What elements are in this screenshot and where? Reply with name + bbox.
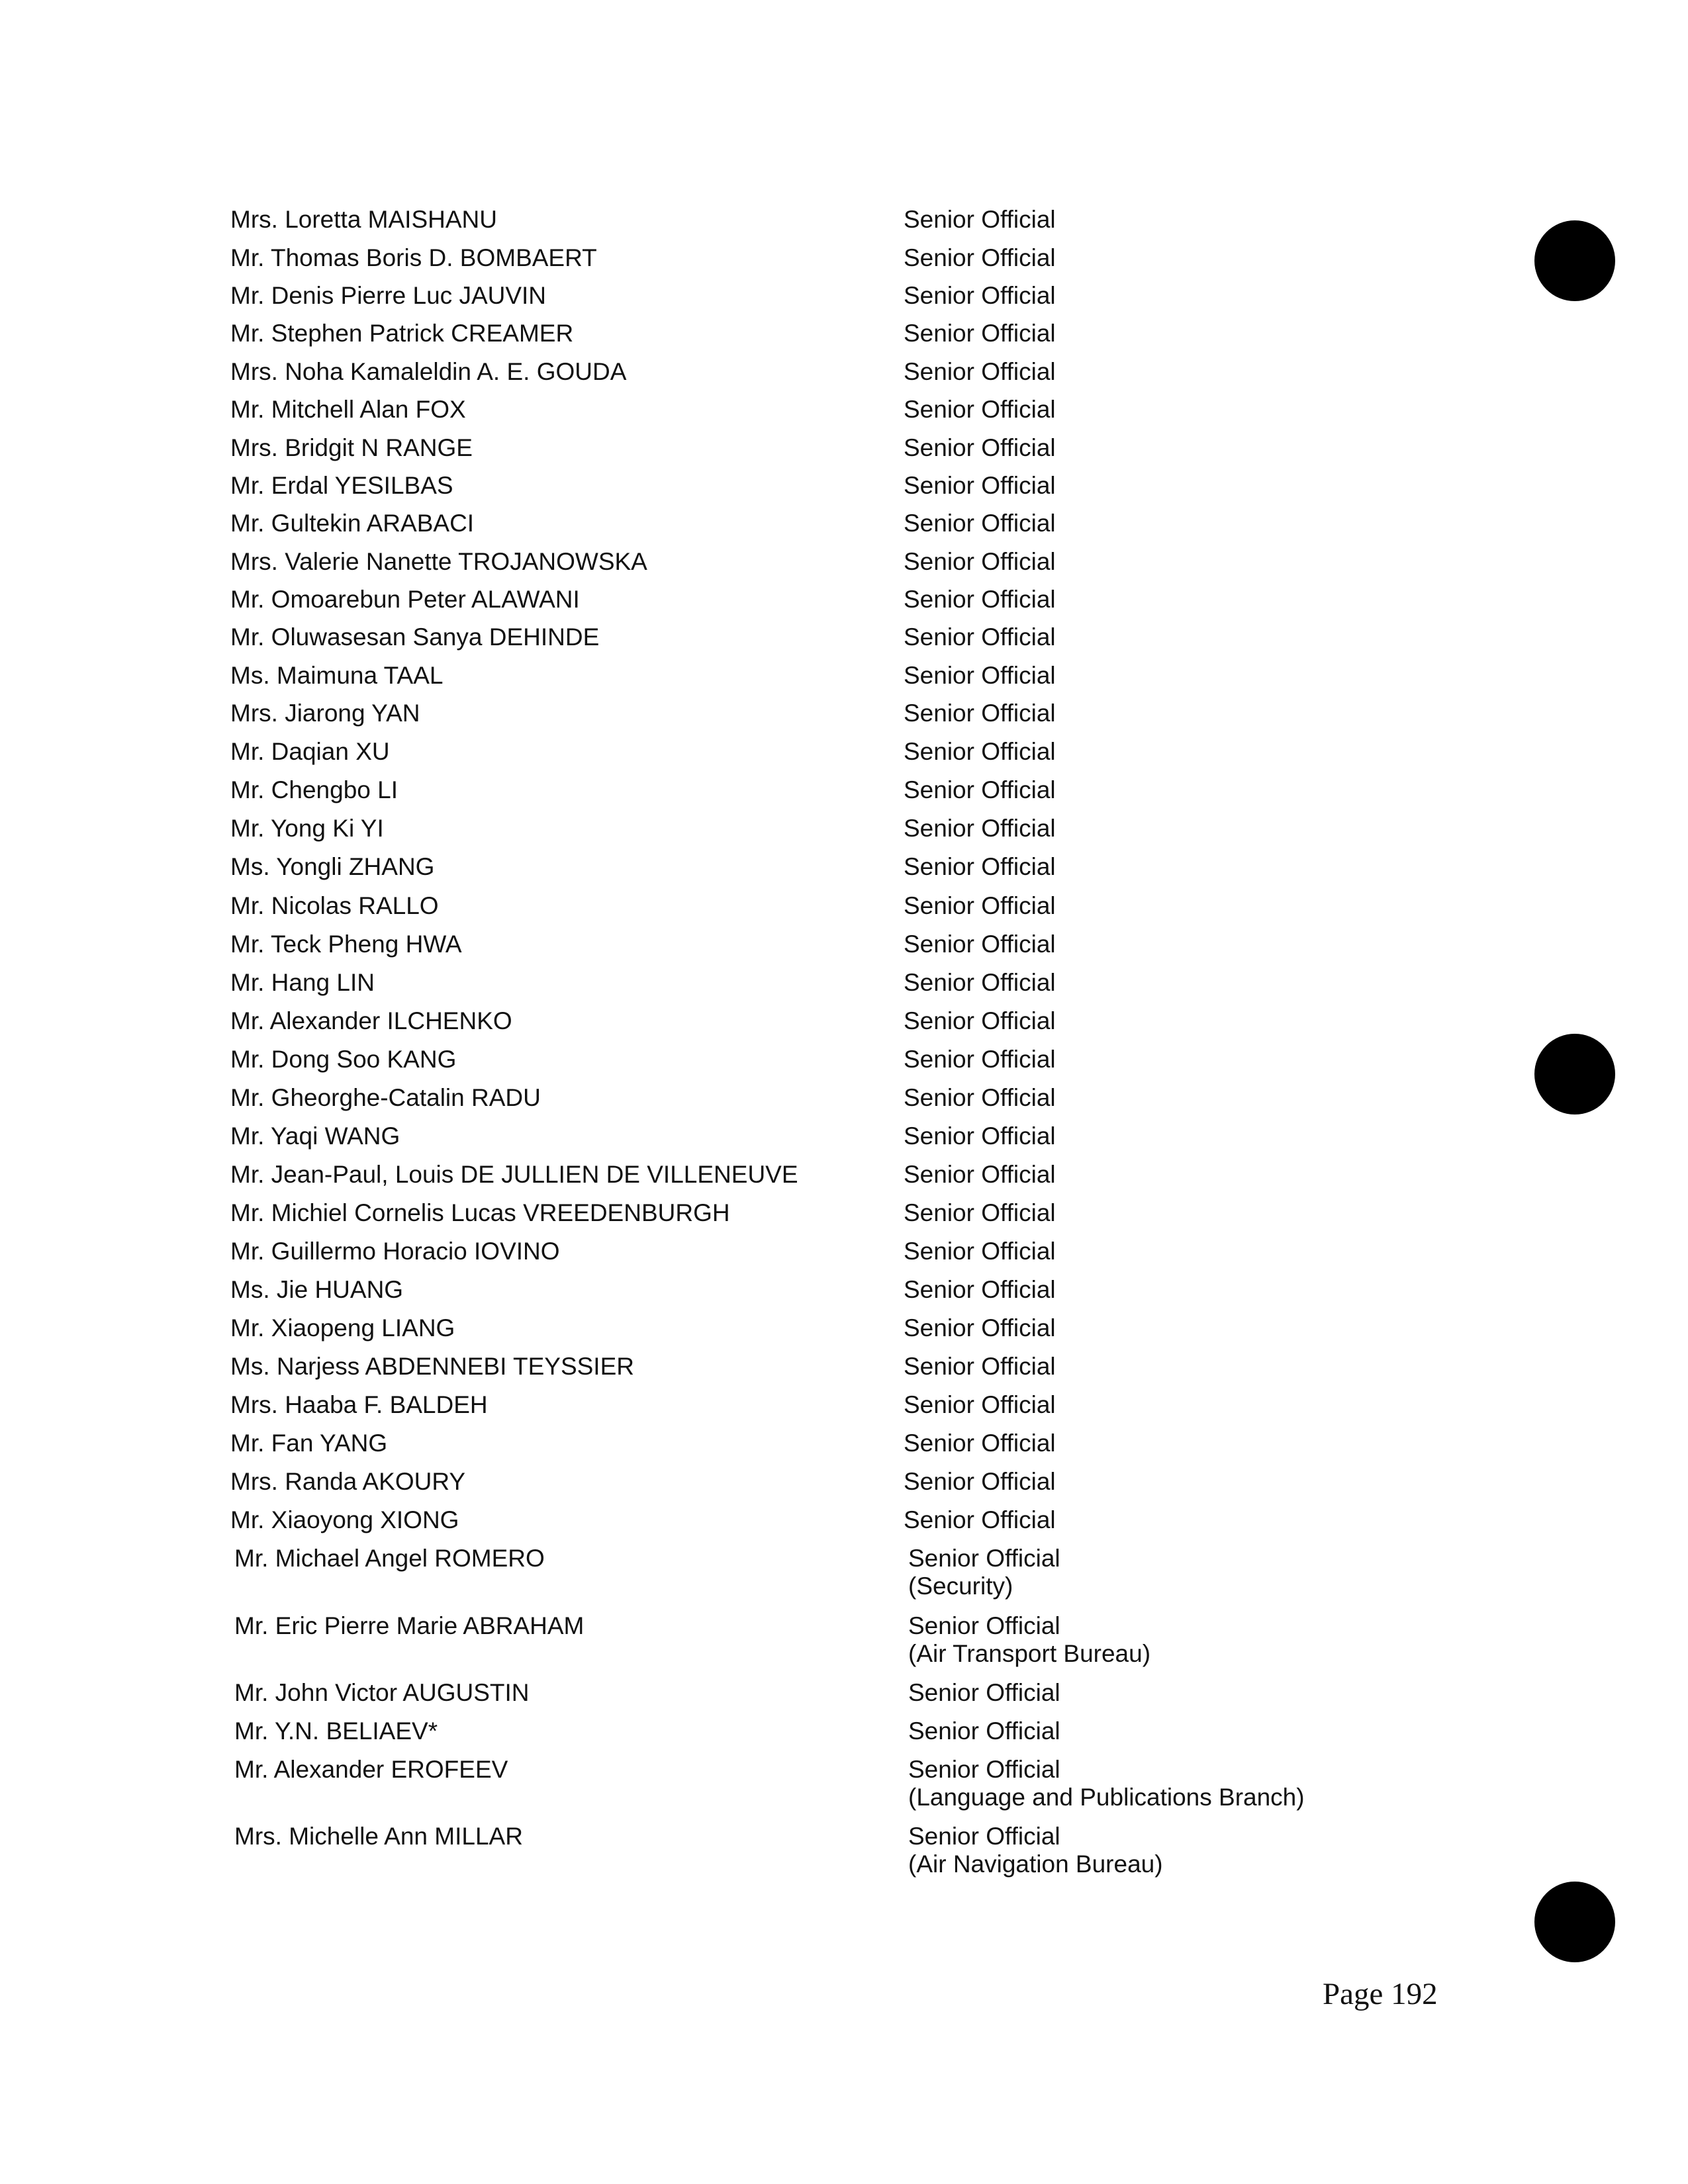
staff-title: Senior Official <box>908 1545 1060 1572</box>
staff-title: Senior Official <box>904 662 1056 689</box>
list-item <box>0 281 1688 321</box>
list-item <box>0 1717 1688 1756</box>
staff-name: Mrs. Loretta MAISHANU <box>230 206 497 233</box>
staff-title: Senior Official <box>904 1314 1056 1342</box>
staff-title: Senior Official <box>904 548 1056 575</box>
staff-name: Ms. Yongli ZHANG <box>230 853 435 880</box>
list-item <box>0 623 1688 662</box>
list-item <box>0 852 1688 892</box>
staff-title: Senior Official <box>908 1612 1060 1639</box>
staff-title: Senior Official <box>904 586 1056 613</box>
list-item <box>0 319 1688 359</box>
staff-name: Mr. Jean-Paul, Louis DE JULLIEN DE VILLENEUVE <box>230 1161 798 1188</box>
staff-name: Mr. Erdal YESILBAS <box>230 472 453 499</box>
staff-name: Mrs. Bridgit N RANGE <box>230 434 473 461</box>
list-item <box>0 930 1688 970</box>
punch-hole-bottom <box>1534 1882 1615 1962</box>
list-item <box>0 585 1688 625</box>
staff-name: Mr. Omoarebun Peter ALAWANI <box>230 586 580 613</box>
list-item <box>0 1237 1688 1277</box>
staff-title: Senior Official <box>904 320 1056 347</box>
list-item <box>0 1506 1688 1545</box>
staff-title: Senior Official <box>904 434 1056 461</box>
list-item <box>0 737 1688 777</box>
staff-title: Senior Official <box>904 931 1056 958</box>
list-item <box>0 1352 1688 1392</box>
staff-title: Senior Official <box>904 1468 1056 1495</box>
staff-title: Senior Official <box>904 472 1056 499</box>
staff-title: Senior Official <box>904 623 1056 651</box>
list-item <box>0 509 1688 549</box>
staff-title: Senior Official <box>904 892 1056 919</box>
staff-title: Senior Official <box>904 1046 1056 1073</box>
list-item <box>0 891 1688 931</box>
staff-name: Ms. Narjess ABDENNEBI TEYSSIER <box>230 1353 634 1380</box>
staff-title: Senior Official <box>908 1756 1060 1783</box>
list-item <box>0 1160 1688 1200</box>
staff-title: Senior Official <box>904 700 1056 727</box>
list-item <box>0 1390 1688 1430</box>
list-item <box>0 968 1688 1008</box>
staff-name: Mr. Alexander EROFEEV <box>234 1756 508 1783</box>
staff-title: Senior Official <box>904 358 1056 385</box>
list-item <box>0 547 1688 587</box>
staff-title: Senior Official <box>904 1007 1056 1034</box>
staff-name: Mrs. Michelle Ann MILLAR <box>234 1823 523 1850</box>
staff-name: Mr. Xiaopeng LIANG <box>230 1314 455 1342</box>
list-item <box>0 1678 1688 1718</box>
list-item <box>0 1544 1688 1600</box>
staff-title: Senior Official <box>904 1276 1056 1303</box>
staff-name: Mr. Hang LIN <box>230 969 375 996</box>
staff-title: Senior Official <box>908 1717 1060 1745</box>
list-item <box>0 433 1688 473</box>
staff-name: Mr. John Victor AUGUSTIN <box>234 1679 530 1706</box>
staff-name: Mrs. Jiarong YAN <box>230 700 420 727</box>
list-item <box>0 1612 1688 1667</box>
list-item <box>0 357 1688 397</box>
list-item <box>0 1007 1688 1046</box>
staff-department: (Language and Publications Branch) <box>908 1784 1305 1811</box>
list-item <box>0 1083 1688 1123</box>
staff-department: (Air Navigation Bureau) <box>908 1850 1163 1878</box>
staff-title: Senior Official <box>904 396 1056 423</box>
staff-name: Mr. Eric Pierre Marie ABRAHAM <box>234 1612 585 1639</box>
staff-name: Ms. Maimuna TAAL <box>230 662 444 689</box>
staff-title: Senior Official <box>904 1199 1056 1226</box>
staff-title: Senior Official <box>904 1391 1056 1418</box>
list-item <box>0 1822 1688 1878</box>
staff-title: Senior Official <box>904 776 1056 803</box>
staff-title: Senior Official <box>904 244 1056 271</box>
staff-name: Mr. Gheorghe-Catalin RADU <box>230 1084 541 1111</box>
staff-title: Senior Official <box>904 1430 1056 1457</box>
staff-name: Mr. Daqian XU <box>230 738 390 765</box>
staff-title: Senior Official <box>904 510 1056 537</box>
staff-name: Mr. Thomas Boris D. BOMBAERT <box>230 244 597 271</box>
list-item <box>0 1467 1688 1507</box>
list-item <box>0 1429 1688 1469</box>
staff-name: Mr. Xiaoyong XIONG <box>230 1506 459 1533</box>
staff-name: Mrs. Noha Kamaleldin A. E. GOUDA <box>230 358 627 385</box>
staff-name: Mr. Alexander ILCHENKO <box>230 1007 512 1034</box>
staff-title: Senior Official <box>904 1238 1056 1265</box>
staff-title: Senior Official <box>904 1122 1056 1150</box>
staff-title: Senior Official <box>904 969 1056 996</box>
staff-name: Mr. Michiel Cornelis Lucas VREEDENBURGH <box>230 1199 730 1226</box>
staff-title: Senior Official <box>904 815 1056 842</box>
staff-name: Mrs. Haaba F. BALDEH <box>230 1391 488 1418</box>
staff-title: Senior Official <box>904 1506 1056 1533</box>
list-item <box>0 1275 1688 1315</box>
list-item <box>0 661 1688 701</box>
staff-name: Mr. Fan YANG <box>230 1430 388 1457</box>
staff-name: Mr. Denis Pierre Luc JAUVIN <box>230 282 547 309</box>
staff-department: (Air Transport Bureau) <box>908 1640 1151 1667</box>
list-item <box>0 1122 1688 1161</box>
staff-name: Mr. Stephen Patrick CREAMER <box>230 320 574 347</box>
staff-title: Senior Official <box>904 282 1056 309</box>
list-item <box>0 1314 1688 1353</box>
staff-name: Mrs. Randa AKOURY <box>230 1468 466 1495</box>
list-item <box>0 244 1688 283</box>
staff-name: Mr. Gultekin ARABACI <box>230 510 475 537</box>
staff-title: Senior Official <box>904 1084 1056 1111</box>
staff-name: Mr. Chengbo LI <box>230 776 398 803</box>
staff-title: Senior Official <box>904 853 1056 880</box>
staff-name: Mr. Dong Soo KANG <box>230 1046 457 1073</box>
staff-name: Mr. Y.N. BELIAEV* <box>234 1717 438 1745</box>
staff-department: (Security) <box>908 1572 1013 1600</box>
staff-title: Senior Official <box>904 1353 1056 1380</box>
list-item <box>0 395 1688 435</box>
staff-title: Senior Official <box>904 738 1056 765</box>
list-item <box>0 699 1688 739</box>
staff-name: Mr. Teck Pheng HWA <box>230 931 462 958</box>
list-item <box>0 1199 1688 1238</box>
list-item <box>0 205 1688 245</box>
staff-title: Senior Official <box>904 1161 1056 1188</box>
staff-name: Ms. Jie HUANG <box>230 1276 404 1303</box>
list-item <box>0 1045 1688 1085</box>
staff-name: Mr. Yaqi WANG <box>230 1122 400 1150</box>
list-item <box>0 776 1688 815</box>
list-item <box>0 471 1688 511</box>
staff-name: Mr. Yong Ki YI <box>230 815 384 842</box>
staff-name: Mr. Guillermo Horacio IOVINO <box>230 1238 560 1265</box>
staff-title: Senior Official <box>908 1823 1060 1850</box>
staff-title: Senior Official <box>908 1679 1060 1706</box>
staff-title: Senior Official <box>904 206 1056 233</box>
staff-name: Mr. Mitchell Alan FOX <box>230 396 466 423</box>
staff-name: Mr. Oluwasesan Sanya DEHINDE <box>230 623 600 651</box>
staff-name: Mr. Michael Angel ROMERO <box>234 1545 545 1572</box>
list-item <box>0 1755 1688 1811</box>
staff-name: Mr. Nicolas RALLO <box>230 892 439 919</box>
staff-name: Mrs. Valerie Nanette TROJANOWSKA <box>230 548 647 575</box>
page-number: Page 192 <box>1323 1977 1438 2011</box>
list-item <box>0 814 1688 854</box>
